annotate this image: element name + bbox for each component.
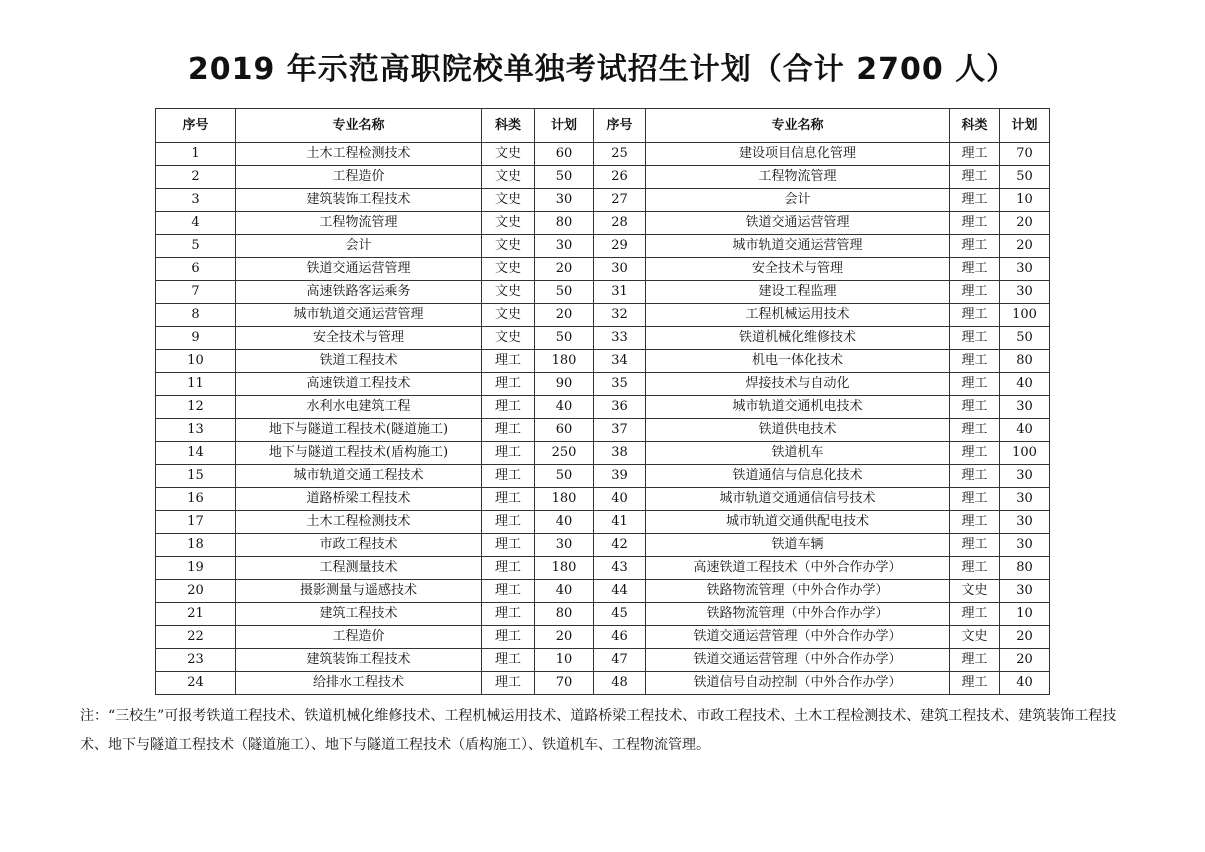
cell-seq-right: 40: [594, 488, 646, 511]
cell-seq-left: 5: [156, 235, 236, 258]
cell-major-right: 建设工程监理: [646, 281, 950, 304]
cell-major-left: 工程物流管理: [236, 212, 482, 235]
cell-seq-left: 22: [156, 626, 236, 649]
cell-category-left: 文史: [482, 235, 535, 258]
cell-plan-left: 40: [535, 396, 594, 419]
cell-major-right: 铁路物流管理（中外合作办学）: [646, 580, 950, 603]
cell-plan-right: 20: [1000, 235, 1050, 258]
cell-plan-left: 180: [535, 557, 594, 580]
cell-category-right: 理工: [950, 442, 1000, 465]
cell-major-right: 机电一体化技术: [646, 350, 950, 373]
cell-category-right: 理工: [950, 166, 1000, 189]
table-row: [156, 626, 1050, 649]
cell-plan-right: 30: [1000, 511, 1050, 534]
cell-major-right: 铁道交通运营管理（中外合作办学）: [646, 626, 950, 649]
cell-seq-left: 20: [156, 580, 236, 603]
cell-category-left: 理工: [482, 350, 535, 373]
cell-seq-right: 26: [594, 166, 646, 189]
table-row: [156, 235, 1050, 258]
cell-seq-right: 46: [594, 626, 646, 649]
cell-category-right: 理工: [950, 534, 1000, 557]
cell-plan-left: 60: [535, 143, 594, 166]
cell-seq-left: 23: [156, 649, 236, 672]
cell-major-left: 城市轨道交通运营管理: [236, 304, 482, 327]
table-row: [156, 649, 1050, 672]
table-row: [156, 143, 1050, 166]
cell-seq-left: 4: [156, 212, 236, 235]
cell-plan-right: 100: [1000, 304, 1050, 327]
cell-seq-right: 30: [594, 258, 646, 281]
table-row: [156, 580, 1050, 603]
table-row: [156, 419, 1050, 442]
cell-plan-left: 40: [535, 580, 594, 603]
table-row: [156, 350, 1050, 373]
cell-category-left: 文史: [482, 143, 535, 166]
cell-major-right: 铁道交通运营管理: [646, 212, 950, 235]
cell-seq-left: 14: [156, 442, 236, 465]
cell-major-left: 工程造价: [236, 626, 482, 649]
cell-plan-right: 30: [1000, 465, 1050, 488]
cell-plan-right: 20: [1000, 649, 1050, 672]
cell-major-right: 焊接技术与自动化: [646, 373, 950, 396]
cell-major-left: 土木工程检测技术: [236, 511, 482, 534]
cell-seq-left: 24: [156, 672, 236, 695]
cell-category-right: 理工: [950, 557, 1000, 580]
cell-major-left: 高速铁路客运乘务: [236, 281, 482, 304]
table-row: [156, 166, 1050, 189]
cell-category-right: 理工: [950, 189, 1000, 212]
cell-major-left: 铁道交通运营管理: [236, 258, 482, 281]
cell-category-left: 理工: [482, 672, 535, 695]
table-row: [156, 373, 1050, 396]
cell-major-left: 建筑工程技术: [236, 603, 482, 626]
cell-plan-right: 30: [1000, 580, 1050, 603]
cell-major-right: 铁道机车: [646, 442, 950, 465]
table-row: [156, 488, 1050, 511]
table-row: [156, 557, 1050, 580]
table-row: [156, 304, 1050, 327]
cell-plan-left: 30: [535, 534, 594, 557]
cell-major-left: 道路桥梁工程技术: [236, 488, 482, 511]
header-major-right: 专业名称: [646, 109, 950, 143]
cell-category-left: 文史: [482, 166, 535, 189]
cell-seq-right: 43: [594, 557, 646, 580]
cell-plan-right: 40: [1000, 672, 1050, 695]
header-major-left: 专业名称: [236, 109, 482, 143]
cell-seq-right: 47: [594, 649, 646, 672]
cell-major-right: 高速铁道工程技术（中外合作办学）: [646, 557, 950, 580]
cell-category-right: 理工: [950, 327, 1000, 350]
cell-plan-right: 30: [1000, 534, 1050, 557]
cell-major-right: 城市轨道交通机电技术: [646, 396, 950, 419]
cell-plan-right: 30: [1000, 396, 1050, 419]
cell-major-right: 工程物流管理: [646, 166, 950, 189]
cell-seq-right: 44: [594, 580, 646, 603]
cell-plan-left: 180: [535, 350, 594, 373]
cell-plan-right: 20: [1000, 626, 1050, 649]
cell-major-right: 城市轨道交通运营管理: [646, 235, 950, 258]
cell-major-right: 城市轨道交通供配电技术: [646, 511, 950, 534]
cell-category-right: 理工: [950, 212, 1000, 235]
cell-major-right: 铁道供电技术: [646, 419, 950, 442]
table-row: [156, 281, 1050, 304]
cell-category-left: 文史: [482, 189, 535, 212]
table-row: [156, 396, 1050, 419]
cell-major-left: 安全技术与管理: [236, 327, 482, 350]
cell-major-left: 土木工程检测技术: [236, 143, 482, 166]
cell-category-left: 理工: [482, 373, 535, 396]
cell-seq-right: 29: [594, 235, 646, 258]
header-seq-left: 序号: [156, 109, 236, 143]
table-body: [156, 143, 1050, 695]
cell-category-right: 理工: [950, 281, 1000, 304]
cell-category-left: 文史: [482, 281, 535, 304]
cell-major-left: 摄影测量与遥感技术: [236, 580, 482, 603]
cell-seq-right: 25: [594, 143, 646, 166]
cell-major-left: 工程测量技术: [236, 557, 482, 580]
cell-plan-right: 10: [1000, 189, 1050, 212]
cell-major-left: 城市轨道交通工程技术: [236, 465, 482, 488]
cell-category-left: 文史: [482, 258, 535, 281]
cell-seq-left: 18: [156, 534, 236, 557]
cell-category-left: 理工: [482, 396, 535, 419]
cell-major-right: 城市轨道交通通信信号技术: [646, 488, 950, 511]
cell-plan-left: 10: [535, 649, 594, 672]
cell-major-left: 建筑装饰工程技术: [236, 189, 482, 212]
cell-plan-left: 50: [535, 327, 594, 350]
cell-plan-right: 30: [1000, 488, 1050, 511]
page-title: 2019 年示范高职院校单独考试招生计划（合计 2700 人）: [187, 52, 1018, 87]
cell-plan-right: 50: [1000, 327, 1050, 350]
header-seq-right: 序号: [594, 109, 646, 143]
cell-major-right: 建设项目信息化管理: [646, 143, 950, 166]
cell-seq-left: 2: [156, 166, 236, 189]
cell-plan-left: 80: [535, 212, 594, 235]
cell-plan-left: 80: [535, 603, 594, 626]
cell-major-left: 工程造价: [236, 166, 482, 189]
cell-plan-right: 50: [1000, 166, 1050, 189]
cell-major-right: 铁道信号自动控制（中外合作办学）: [646, 672, 950, 695]
cell-seq-right: 27: [594, 189, 646, 212]
cell-seq-left: 1: [156, 143, 236, 166]
cell-plan-right: 40: [1000, 419, 1050, 442]
cell-plan-right: 40: [1000, 373, 1050, 396]
cell-seq-left: 12: [156, 396, 236, 419]
cell-plan-left: 20: [535, 626, 594, 649]
cell-seq-left: 7: [156, 281, 236, 304]
cell-category-right: 理工: [950, 235, 1000, 258]
cell-major-right: 铁道车辆: [646, 534, 950, 557]
cell-seq-left: 13: [156, 419, 236, 442]
cell-category-left: 文史: [482, 212, 535, 235]
table-row: [156, 534, 1050, 557]
cell-plan-right: 80: [1000, 350, 1050, 373]
cell-category-right: 理工: [950, 143, 1000, 166]
cell-category-right: 理工: [950, 465, 1000, 488]
cell-seq-right: 39: [594, 465, 646, 488]
cell-plan-left: 50: [535, 465, 594, 488]
cell-category-left: 理工: [482, 557, 535, 580]
cell-plan-right: 20: [1000, 212, 1050, 235]
cell-plan-left: 250: [535, 442, 594, 465]
cell-major-right: 安全技术与管理: [646, 258, 950, 281]
cell-seq-right: 32: [594, 304, 646, 327]
cell-category-left: 理工: [482, 419, 535, 442]
cell-major-right: 工程机械运用技术: [646, 304, 950, 327]
cell-category-right: 理工: [950, 350, 1000, 373]
cell-seq-right: 36: [594, 396, 646, 419]
cell-major-left: 会计: [236, 235, 482, 258]
cell-seq-left: 9: [156, 327, 236, 350]
cell-category-left: 理工: [482, 534, 535, 557]
cell-major-left: 建筑装饰工程技术: [236, 649, 482, 672]
cell-category-right: 理工: [950, 419, 1000, 442]
cell-plan-left: 70: [535, 672, 594, 695]
header-category-right: 科类: [950, 109, 1000, 143]
cell-seq-right: 45: [594, 603, 646, 626]
cell-seq-right: 34: [594, 350, 646, 373]
cell-category-right: 理工: [950, 603, 1000, 626]
table-row: [156, 189, 1050, 212]
cell-seq-right: 28: [594, 212, 646, 235]
cell-major-left: 高速铁道工程技术: [236, 373, 482, 396]
cell-seq-left: 10: [156, 350, 236, 373]
cell-category-right: 理工: [950, 672, 1000, 695]
cell-seq-right: 33: [594, 327, 646, 350]
cell-category-right: 理工: [950, 488, 1000, 511]
table-row: [156, 511, 1050, 534]
cell-major-right: 铁路物流管理（中外合作办学）: [646, 603, 950, 626]
cell-major-left: 铁道工程技术: [236, 350, 482, 373]
cell-seq-left: 15: [156, 465, 236, 488]
cell-seq-right: 31: [594, 281, 646, 304]
footnote: 注：“三校生”可报考铁道工程技术、铁道机械化维修技术、工程机械运用技术、道路桥梁工程技术、市政工程技术、土木工程检测技术、建筑工程技术、建筑装饰工程技术、地下与隧道工程技术（隧道施工）、地下与隧道工程技术（盾构施工）、铁道机车、工程物流管理。: [80, 708, 1117, 753]
cell-major-right: 铁道机械化维修技术: [646, 327, 950, 350]
table-row: [156, 327, 1050, 350]
table-row: [156, 465, 1050, 488]
cell-plan-left: 20: [535, 258, 594, 281]
table-row: [156, 258, 1050, 281]
cell-category-right: 理工: [950, 649, 1000, 672]
cell-category-left: 理工: [482, 603, 535, 626]
cell-seq-left: 6: [156, 258, 236, 281]
cell-plan-right: 100: [1000, 442, 1050, 465]
header-category-left: 科类: [482, 109, 535, 143]
cell-plan-left: 40: [535, 511, 594, 534]
cell-seq-right: 37: [594, 419, 646, 442]
cell-plan-right: 30: [1000, 258, 1050, 281]
cell-category-left: 理工: [482, 465, 535, 488]
cell-category-left: 理工: [482, 442, 535, 465]
cell-major-left: 地下与隧道工程技术(盾构施工): [236, 442, 482, 465]
header-plan-left: 计划: [535, 109, 594, 143]
cell-major-left: 水利水电建筑工程: [236, 396, 482, 419]
cell-seq-right: 41: [594, 511, 646, 534]
cell-seq-left: 17: [156, 511, 236, 534]
cell-major-left: 市政工程技术: [236, 534, 482, 557]
cell-category-right: 文史: [950, 626, 1000, 649]
cell-major-right: 铁道通信与信息化技术: [646, 465, 950, 488]
cell-plan-left: 180: [535, 488, 594, 511]
cell-seq-left: 19: [156, 557, 236, 580]
header-plan-right: 计划: [1000, 109, 1050, 143]
cell-major-right: 会计: [646, 189, 950, 212]
cell-plan-left: 90: [535, 373, 594, 396]
cell-plan-right: 30: [1000, 281, 1050, 304]
cell-major-left: 给排水工程技术: [236, 672, 482, 695]
cell-category-left: 理工: [482, 488, 535, 511]
cell-seq-right: 48: [594, 672, 646, 695]
cell-category-right: 理工: [950, 373, 1000, 396]
table-row: [156, 672, 1050, 695]
table-header-row: [156, 109, 1050, 143]
cell-plan-left: 50: [535, 166, 594, 189]
cell-plan-right: 80: [1000, 557, 1050, 580]
table-row: [156, 212, 1050, 235]
cell-plan-left: 30: [535, 189, 594, 212]
cell-seq-left: 16: [156, 488, 236, 511]
cell-seq-left: 3: [156, 189, 236, 212]
cell-category-left: 理工: [482, 511, 535, 534]
cell-category-right: 理工: [950, 396, 1000, 419]
cell-plan-left: 50: [535, 281, 594, 304]
cell-seq-right: 42: [594, 534, 646, 557]
cell-plan-left: 30: [535, 235, 594, 258]
cell-category-left: 文史: [482, 304, 535, 327]
cell-category-right: 理工: [950, 511, 1000, 534]
cell-plan-left: 60: [535, 419, 594, 442]
cell-seq-left: 21: [156, 603, 236, 626]
cell-category-left: 文史: [482, 327, 535, 350]
cell-plan-right: 10: [1000, 603, 1050, 626]
cell-category-left: 理工: [482, 649, 535, 672]
cell-category-left: 理工: [482, 626, 535, 649]
table-row: [156, 603, 1050, 626]
enrollment-plan-table: [155, 108, 1050, 695]
cell-seq-left: 11: [156, 373, 236, 396]
cell-seq-right: 35: [594, 373, 646, 396]
cell-major-right: 铁道交通运营管理（中外合作办学）: [646, 649, 950, 672]
table-row: [156, 442, 1050, 465]
cell-plan-right: 70: [1000, 143, 1050, 166]
cell-category-left: 理工: [482, 580, 535, 603]
cell-category-right: 理工: [950, 304, 1000, 327]
cell-seq-left: 8: [156, 304, 236, 327]
cell-major-left: 地下与隧道工程技术(隧道施工): [236, 419, 482, 442]
cell-plan-left: 20: [535, 304, 594, 327]
cell-seq-right: 38: [594, 442, 646, 465]
cell-category-right: 文史: [950, 580, 1000, 603]
cell-category-right: 理工: [950, 258, 1000, 281]
